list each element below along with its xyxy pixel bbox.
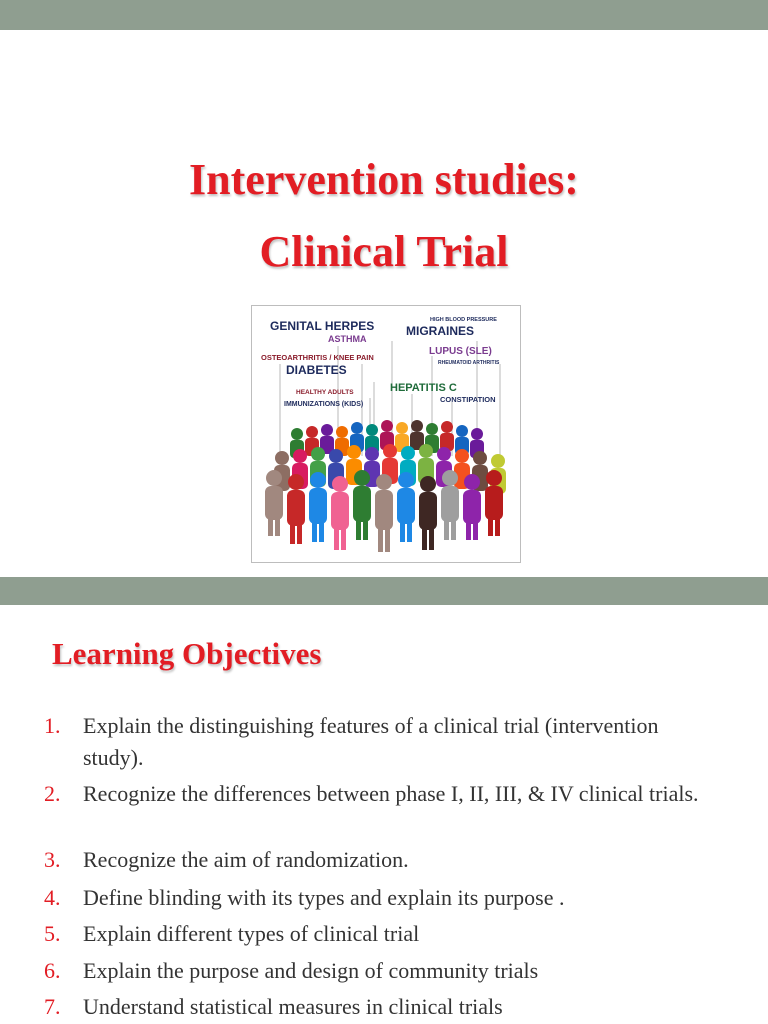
- label-healthy-adults: HEALTHY ADULTS: [296, 389, 354, 396]
- crowd-figure-svg: [252, 306, 520, 562]
- item-number: 1.: [44, 713, 61, 738]
- item-text: Explain different types of clinical trial: [83, 921, 420, 946]
- label-rheumatoid-arthritis: RHEUMATOID ARTHRITIS: [438, 360, 500, 366]
- learning-objectives-heading: Learning Objectives: [52, 636, 322, 671]
- label-constipation: CONSTIPATION: [440, 395, 496, 404]
- item-number: 5.: [44, 921, 61, 946]
- label-asthma: ASTHMA: [328, 334, 367, 344]
- slide-title-line2: Clinical Trial: [259, 227, 509, 276]
- label-high-blood-pressure: HIGH BLOOD PRESSURE: [430, 317, 497, 323]
- item-number: 6.: [44, 958, 61, 983]
- item-text: Understand statistical measures in clinical trials: [83, 994, 503, 1019]
- crowd-people: [265, 420, 506, 552]
- label-immunizations: IMMUNIZATIONS (KIDS): [284, 401, 364, 408]
- label-hepatitis-c: HEPATITIS C: [390, 382, 457, 394]
- item-number: 4.: [44, 885, 61, 910]
- label-diabetes: DIABETES: [286, 363, 347, 377]
- label-genital-herpes: GENITAL HERPES: [270, 319, 375, 333]
- item-number: 7.: [44, 994, 61, 1019]
- item-number: 2.: [44, 781, 61, 806]
- top-divider-band: [0, 0, 768, 30]
- slide-divider-band: [0, 577, 768, 605]
- label-lupus: LUPUS (SLE): [429, 346, 492, 357]
- slide-title-line1: Intervention studies:: [189, 155, 579, 204]
- item-number: 3.: [44, 847, 61, 872]
- clinical-trial-crowd-illustration: [251, 305, 521, 563]
- label-osteoarthritis: OSTEOARTHRITIS / KNEE PAIN: [261, 353, 374, 362]
- label-migraines: MIGRAINES: [406, 324, 475, 338]
- item-text: Recognize the aim of randomization.: [83, 847, 409, 872]
- item-text: Explain the purpose and design of community trials: [83, 958, 539, 983]
- item-text: Explain the distinguishing features of a clinical trial (intervention study).: [83, 713, 659, 770]
- item-text: Recognize the differences between phase I, II, III, & IV clinical trials.: [83, 781, 699, 806]
- item-text: Define blinding with its types and explain its purpose .: [83, 885, 565, 910]
